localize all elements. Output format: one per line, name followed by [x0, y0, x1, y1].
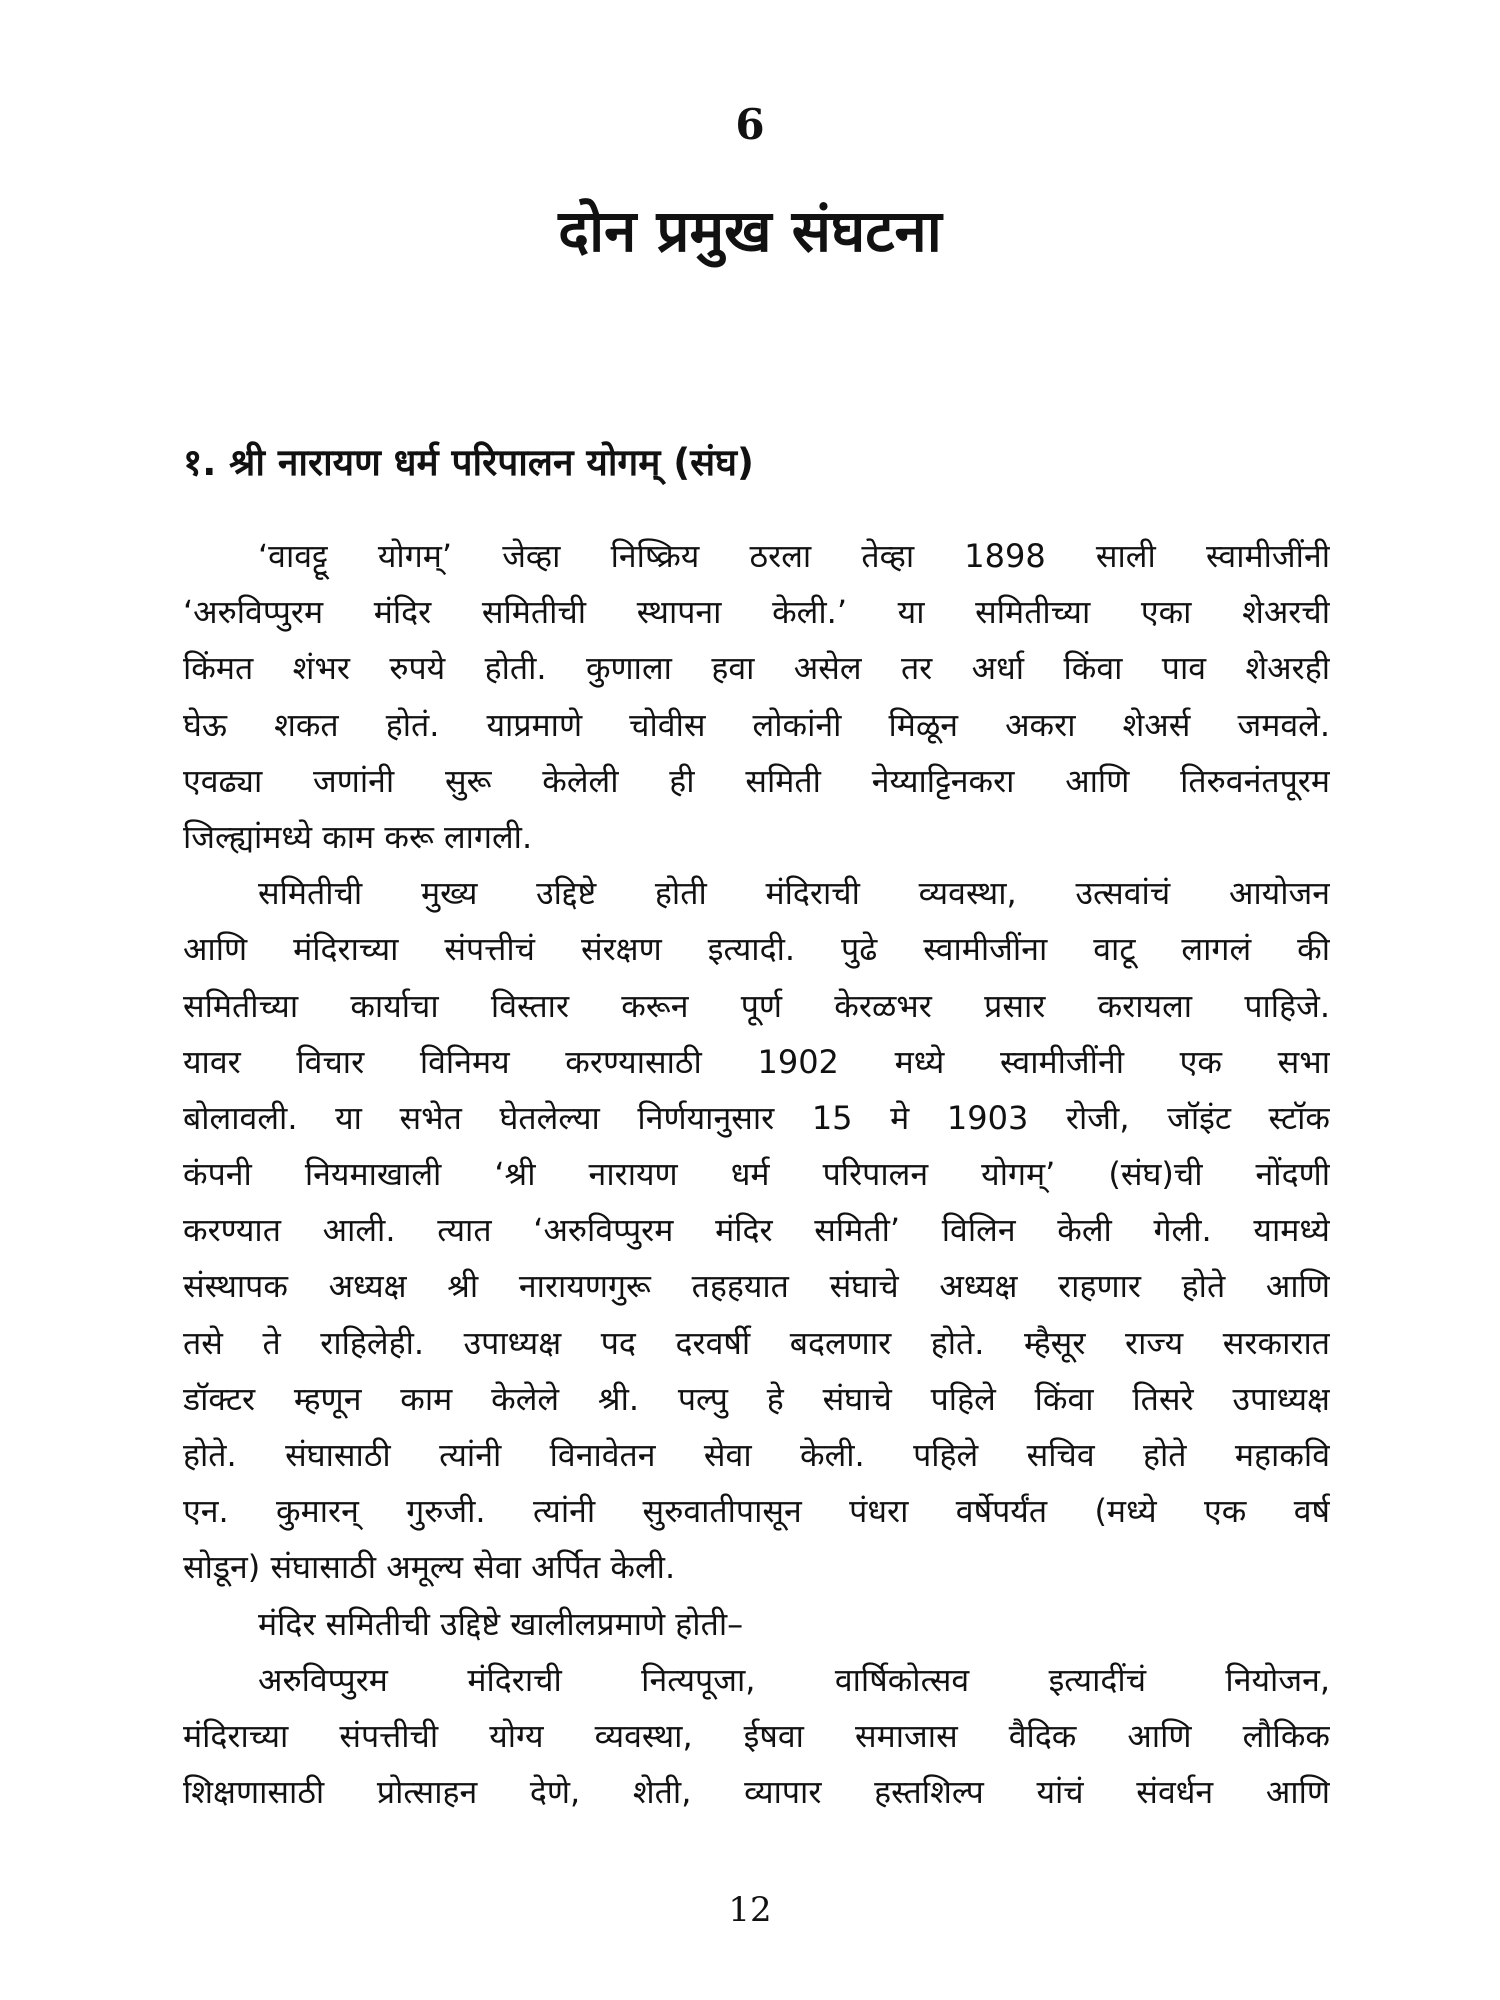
text-line: बोलावली. या सभेत घेतलेल्या निर्णयानुसार 15 मे 1903 रोजी, जॉइंट स्टॉक — [183, 1098, 1330, 1137]
chapter-number: 6 — [735, 100, 765, 149]
text-line: ‘अरुविप्पुरम मंदिर समितीची स्थापना केली.’ या समितीच्या एका शेअरची — [183, 593, 1330, 632]
section-heading: १. श्री नारायण धर्म परिपालन योगम् (संघ) — [183, 441, 754, 484]
text-line: शिक्षणासाठी प्रोत्साहन देणे, शेती, व्यापार हस्तशिल्प यांचं संवर्धन आणि — [183, 1773, 1330, 1812]
text-line: डॉक्टर म्हणून काम केलेले श्री. पल्पु हे संघाचे पहिले किंवा तिसरे उपाध्यक्ष — [183, 1379, 1330, 1418]
text-line: तसे ते राहिलेही. उपाध्यक्ष पद दरवर्षी बदलणार होते. म्हैसूर राज्य सरकारात — [183, 1323, 1330, 1362]
text-line: किंमत शंभर रुपये होती. कुणाला हवा असेल तर अर्धा किंवा पाव शेअरही — [183, 649, 1330, 688]
body-text — [183, 528, 1330, 1820]
page-number: 12 — [728, 1890, 772, 1930]
text-line: मंदिर समितीची उद्दिष्टे खालीलप्रमाणे होती– — [258, 1604, 744, 1643]
text-line: होते. संघासाठी त्यांनी विनावेतन सेवा केली. पहिले सचिव होते महाकवि — [183, 1436, 1330, 1474]
text-line: एवढ्या जणांनी सुरू केलेली ही समिती नेय्याट्टिनकरा आणि तिरुवनंतपूरम — [183, 761, 1330, 800]
chapter-title: दोन प्रमुख संघटना — [558, 197, 942, 265]
text-line: समितीच्या कार्याचा विस्तार करून पूर्ण केरळभर प्रसार करायला पाहिजे. — [183, 986, 1330, 1025]
text-line: कंपनी नियमाखाली ‘श्री नारायण धर्म परिपालन योगम्’ (संघ)ची नोंदणी — [183, 1155, 1330, 1194]
text-line: अरुविप्पुरम मंदिराची नित्यपूजा, वार्षिकोत्सव इत्यादींचं नियोजन, — [258, 1660, 1330, 1699]
text-line: करण्यात आली. त्यात ‘अरुविप्पुरम मंदिर समिती’ विलिन केली गेली. यामध्ये — [183, 1211, 1330, 1250]
text-line: सोडून) संघासाठी अमूल्य सेवा अर्पित केली. — [183, 1548, 676, 1587]
text-line: समितीची मुख्य उद्दिष्टे होती मंदिराची व्यवस्था, उत्सवांचं आयोजन — [258, 874, 1330, 913]
text-line: यावर विचार विनिमय करण्यासाठी 1902 मध्ये स्वामीजींनी एक सभा — [183, 1042, 1330, 1081]
text-line: ‘वावट्टू योगम्’ जेव्हा निष्क्रिय ठरला तेव्हा 1898 साली स्वामीजींनी — [258, 537, 1330, 575]
text-line: मंदिराच्या संपत्तीची योग्य व्यवस्था, ईषवा समाजास वैदिक आणि लौकिक — [183, 1716, 1330, 1755]
text-line: संस्थापक अध्यक्ष श्री नारायणगुरू तहहयात संघाचे अध्यक्ष राहणार होते आणि — [183, 1267, 1330, 1306]
text-line: एन. कुमारन् गुरुजी. त्यांनी सुरुवातीपासून पंधरा वर्षेपर्यंत (मध्ये एक वर्ष — [183, 1492, 1330, 1531]
text-line: आणि मंदिराच्या संपत्तीचं संरक्षण इत्यादी. पुढे स्वामीजींना वाटू लागलं की — [183, 930, 1330, 969]
text-line: घेऊ शकत होतं. याप्रमाणे चोवीस लोकांनी मिळून अकरा शेअर्स जमवले. — [183, 705, 1330, 744]
text-line: जिल्ह्यांमध्ये काम करू लागली. — [183, 817, 533, 856]
